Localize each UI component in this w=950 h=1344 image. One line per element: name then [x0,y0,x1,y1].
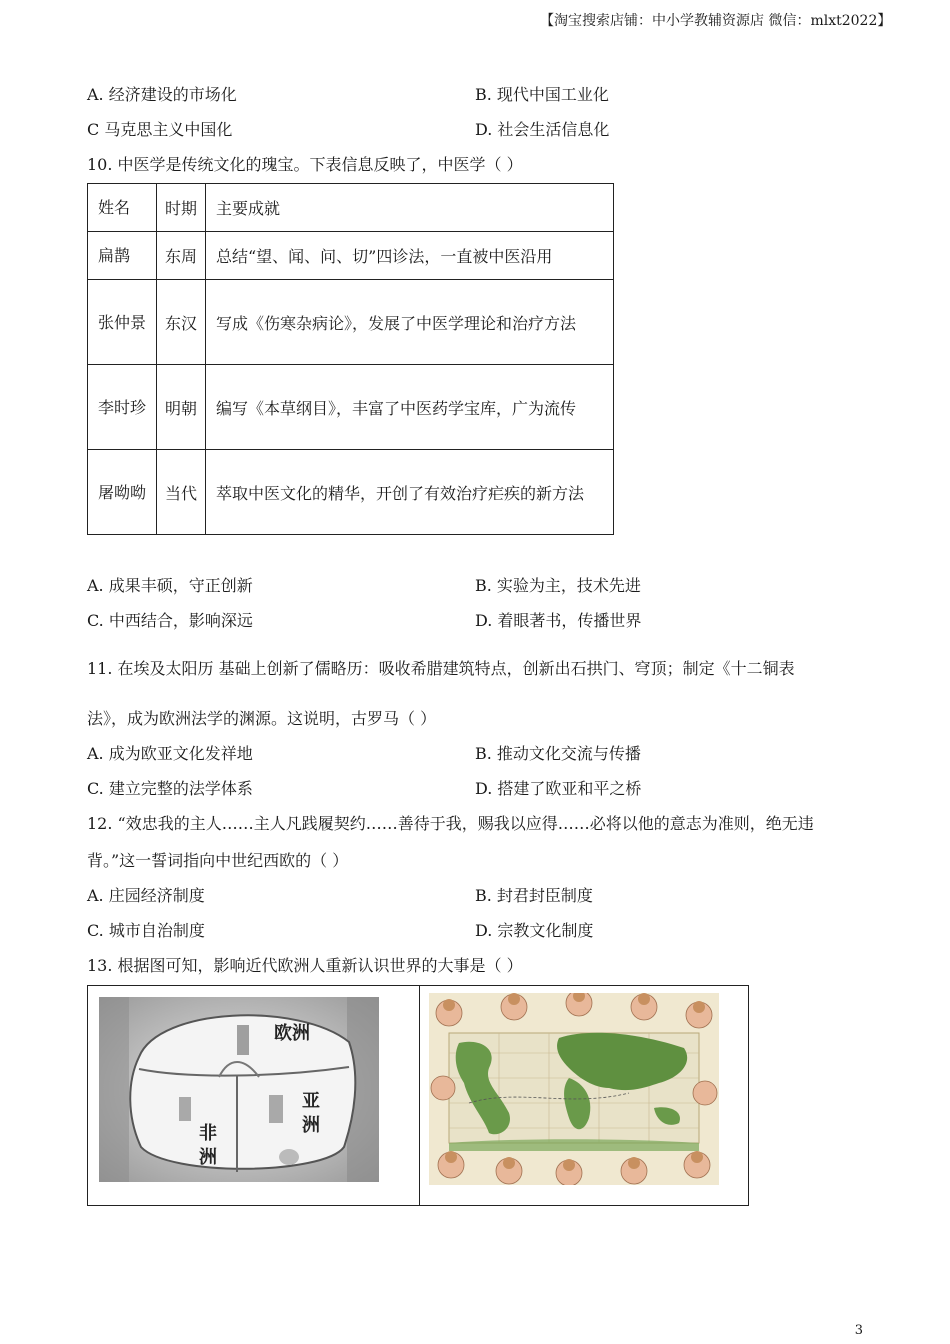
cell-name: 屠呦呦 [88,450,157,535]
page-header: 【淘宝搜索店铺：中小学教辅资源店 微信：mlxt2022】 [540,13,892,29]
q11-stem-line2: 法》，成为欧洲法学的渊源。这说明，古罗马（ ） [87,709,437,728]
header-name: 姓名 [88,184,157,232]
label-asia-1: 亚 [302,1091,320,1112]
q12-option-c: C. 城市自治制度 [87,921,205,940]
cell-achievement: 总结“望、闻、问、切”四诊法，一直被中医沿用 [206,232,614,280]
q11-option-b: B. 推动文化交流与传播 [475,744,641,763]
q10-option-b: B. 实验为主，技术先进 [475,576,641,595]
q12-option-b: B. 封君封臣制度 [475,886,593,905]
table-row [88,365,614,450]
q11-option-a: A. 成为欧亚文化发祥地 [87,744,253,763]
label-europe: 欧洲 [274,1023,310,1044]
label-asia-2: 洲 [302,1115,320,1136]
cell-achievement: 萃取中医文化的精华，开创了有效治疗疟疾的新方法 [206,450,614,535]
cell-name: 扁鹊 [88,232,157,280]
q12-option-d: D. 宗教文化制度 [475,921,594,940]
q9-option-a: A. 经济建设的市场化 [87,85,237,104]
figure-divider [419,986,420,1205]
q11-stem-line1: 11. 在埃及太阳历 基础上创新了儒略历：吸收希腊建筑特点，创新出石拱门、穹顶；制定《十二铜表 [87,659,795,678]
page-number: 3 [854,1323,863,1338]
q10-option-a: A. 成果丰硕，守正创新 [87,576,253,595]
q9-option-c: C 马克思主义中国化 [87,120,233,139]
cell-name: 李时珍 [88,365,157,450]
cell-era: 明朝 [157,365,206,450]
header-achievement: 主要成就 [206,184,614,232]
cell-era: 东周 [157,232,206,280]
cell-name: 张仲景 [88,280,157,365]
table-row [88,280,614,365]
table-header-row [88,184,614,232]
cell-achievement: 写成《伤寒杂病论》，发展了中医学理论和治疗方法 [206,280,614,365]
q13-figure-box [87,985,749,1206]
cell-achievement: 编写《本草纲目》，丰富了中医药学宝库，广为流传 [206,365,614,450]
q12-stem-line1: 12. “效忠我的主人……主人凡践履契约……善待于我，赐我以应得……必将以他的意志为准则，绝无违 [87,814,814,833]
q11-option-c: C. 建立完整的法学体系 [87,779,253,798]
world-map-image [429,993,719,1185]
q12-stem-line2: 背。”这一誓词指向中世纪西欧的（ ） [87,851,349,870]
q9-option-b: B. 现代中国工业化 [475,85,609,104]
q10-option-d: D. 着眼著书，传播世界 [475,611,642,630]
q13-stem: 13. 根据图可知，影响近代欧洲人重新认识世界的大事是（ ） [87,956,523,975]
medicine-table [87,183,614,535]
to-map-image [99,997,379,1182]
q12-option-a: A. 庄园经济制度 [87,886,205,905]
header-era: 时期 [157,184,206,232]
cell-era: 当代 [157,450,206,535]
q10-option-c: C. 中西结合，影响深远 [87,611,253,630]
q11-option-d: D. 搭建了欧亚和平之桥 [475,779,642,798]
cell-era: 东汉 [157,280,206,365]
label-africa-1: 非 [199,1123,217,1144]
q10-stem: 10. 中医学是传统文化的瑰宝。下表信息反映了，中医学（ ） [87,155,523,174]
label-africa-2: 洲 [199,1147,217,1168]
q9-option-d: D. 社会生活信息化 [475,120,610,139]
table-row [88,450,614,535]
table-row [88,232,614,280]
